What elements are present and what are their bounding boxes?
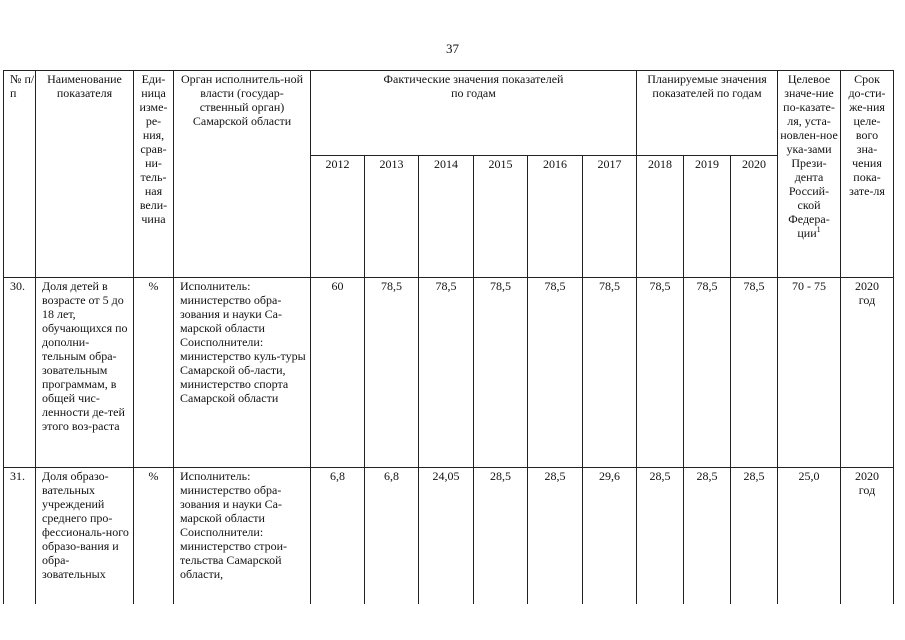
year-2019: 2019: [684, 156, 731, 278]
value-2012: 60: [311, 278, 365, 468]
row-num: 30.: [4, 278, 36, 468]
value-2020: 78,5: [731, 278, 778, 468]
header-col-name: Наименование показателя: [36, 71, 134, 278]
year-2016: 2016: [528, 156, 583, 278]
unit: %: [134, 468, 174, 604]
header-col-plan: Планируемые значения показателей по годам: [637, 71, 778, 156]
header-col-term: Срок до-сти-же-ния целе-вого зна-чения пока-зате-ля: [841, 71, 894, 278]
value-2013: 78,5: [365, 278, 419, 468]
table-row: [4, 468, 894, 604]
executor: Исполнитель: министерство обра-зования и науки Са-марской области Соисполнители: министерство куль-туры Самарской об-ласти, министерство спорта Самарской области: [174, 278, 311, 468]
header-col-num: № п/п: [4, 71, 36, 278]
value-2014: 78,5: [419, 278, 474, 468]
indicator-name: Доля образо-вательных учреждений среднего про-фессиональ-ного образо-вания и обра-зовательных: [36, 468, 134, 604]
value-2018: 28,5: [637, 468, 684, 604]
value-2019: 28,5: [684, 468, 731, 604]
header-col-target: [778, 71, 841, 278]
value-2017: 29,6: [583, 468, 637, 604]
year-2012: 2012: [311, 156, 365, 278]
header-col-organ: Орган исполнитель-ной власти (государ-ственный орган) Самарской области: [174, 71, 311, 278]
header-col-unit: Еди-ница изме-ре-ния, срав-ни-тель-ная вели-чина: [134, 71, 174, 278]
header-row-top: [4, 71, 894, 156]
value-2019: 78,5: [684, 278, 731, 468]
value-2013: 6,8: [365, 468, 419, 604]
executor: Исполнитель: министерство обра-зования и науки Са-марской области Соисполнители: министерство строи-тельства Самарской области,: [174, 468, 311, 604]
year-2013: 2013: [365, 156, 419, 278]
row-num: 31.: [4, 468, 36, 604]
indicators-table: [3, 70, 894, 604]
value-2016: 78,5: [528, 278, 583, 468]
year-2014: 2014: [419, 156, 474, 278]
value-2018: 78,5: [637, 278, 684, 468]
year-2015: 2015: [474, 156, 528, 278]
value-2012: 6,8: [311, 468, 365, 604]
value-2016: 28,5: [528, 468, 583, 604]
value-2014: 24,05: [419, 468, 474, 604]
value-2020: 28,5: [731, 468, 778, 604]
target-value: 70 - 75: [778, 278, 841, 468]
year-2017: 2017: [583, 156, 637, 278]
value-2015: 28,5: [474, 468, 528, 604]
page-number: 37: [446, 41, 459, 56]
year-2018: 2018: [637, 156, 684, 278]
unit: %: [134, 278, 174, 468]
year-2020: 2020: [731, 156, 778, 278]
value-2017: 78,5: [583, 278, 637, 468]
header-col-target-footnote: 1: [816, 225, 821, 234]
target-value: 25,0: [778, 468, 841, 604]
header-col-fact: Фактические значения показателей по годам: [311, 71, 637, 156]
target-term: 2020 год: [841, 468, 894, 604]
indicator-name: Доля детей в возрасте от 5 до 18 лет, обучающихся по дополни-тельным обра-зовательным программам, в общей чис-ленности де-тей этого воз-раста: [36, 278, 134, 468]
value-2015: 78,5: [474, 278, 528, 468]
target-term: 2020 год: [841, 278, 894, 468]
table-row: [4, 278, 894, 468]
header-col-target-text: Целевое значе-ние по-казате-ля, уста-новлен-ное ука-зами Прези-дента Россий-ской Федера-ции: [780, 72, 838, 240]
